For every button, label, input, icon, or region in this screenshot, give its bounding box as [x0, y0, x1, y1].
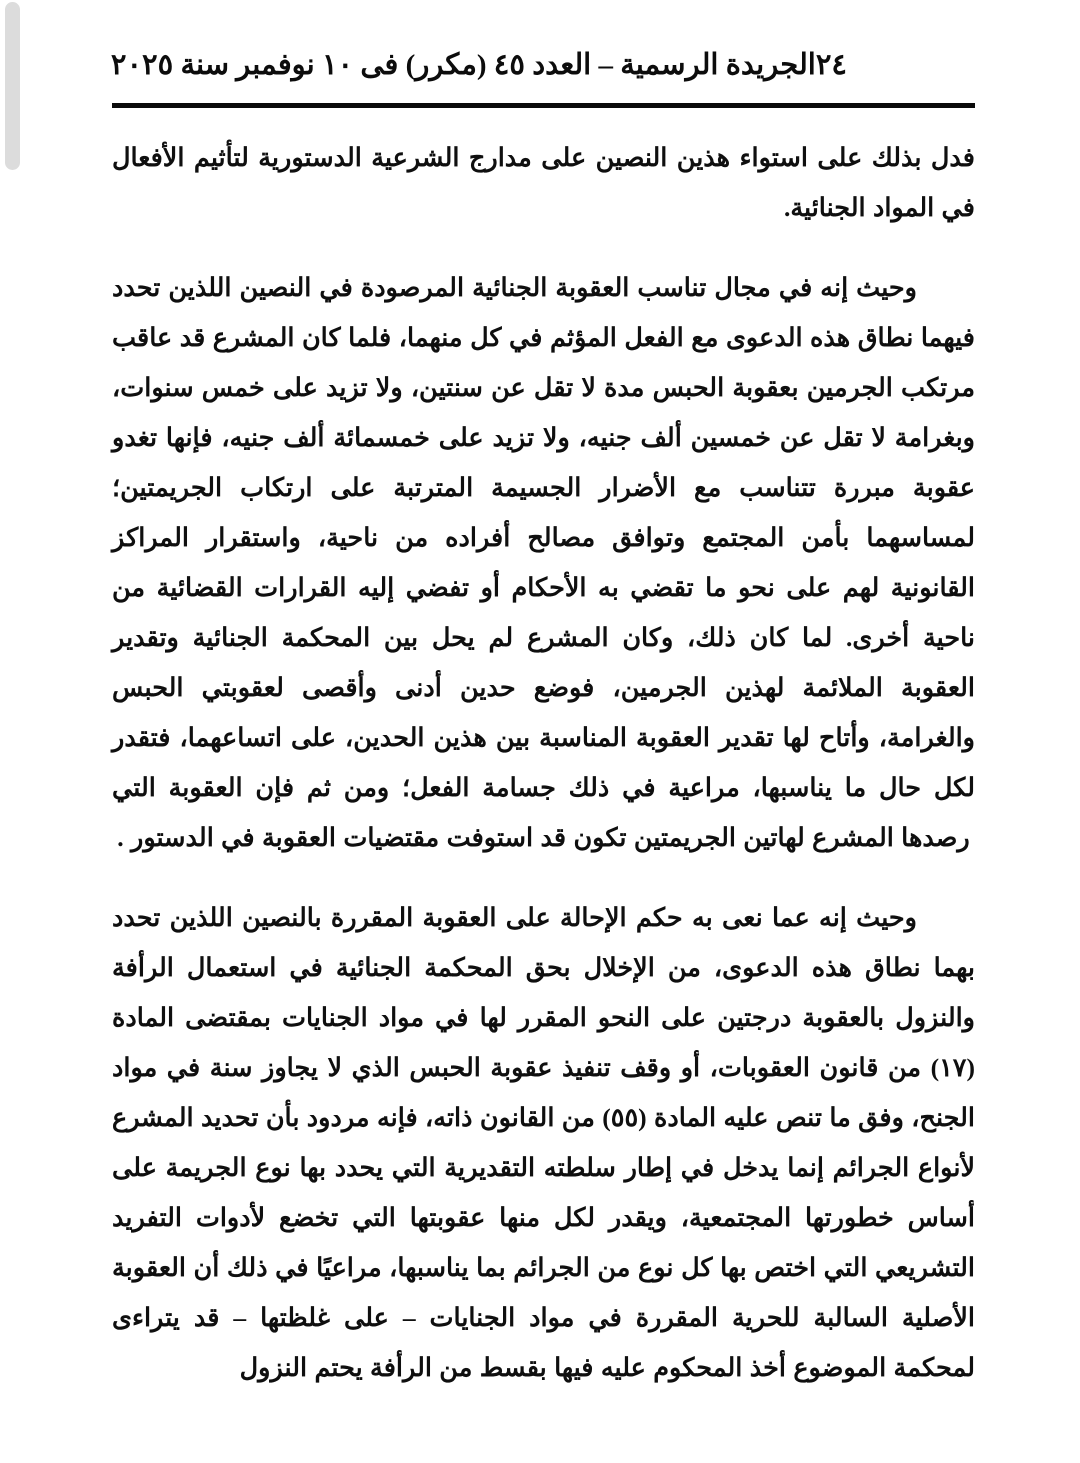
vertical-scrollbar[interactable]: [0, 0, 24, 1463]
paragraph-1: فدل بذلك على استواء هذين النصين على مدارج الشرعية الدستورية لتأثيم الأفعال في المواد الجنائية.: [112, 143, 975, 222]
header-divider: [112, 103, 975, 108]
page-header: [112, 38, 975, 90]
gazette-header-title: الجريدة الرسمية – العدد ٤٥ (مكرر) فى ١٠ نوفمبر سنة ٢٠٢٥: [110, 48, 816, 81]
paragraph-3: وحيث إنه عما نعى به حكم الإحالة على العقوبة المقررة بالنصين اللذين تحدد بهما نطاق هذه الدعوى، من الإخلال بحق المحكمة الجنائية في استعمال الرأفة والنزول بالعقوبة درجتين على النحو المقرر لها في مواد الجنايات بمقتضى المادة (١٧) من قانون العقوبات، أو وقف تنفيذ عقوبة الحبس الذي لا يجاوز سنة في مواد الجنح، وفق ما تنص عليه المادة (٥٥) من القانون ذاته، فإنه مردود بأن تحديد المشرع لأنواع الجرائم إنما يدخل في إطار سلطته التقديرية التي يحدد بها نوع الجريمة على أساس خطورتها المجتمعية، ويقدر لكل منها عقوبتها التي تخضع لأدوات التفريد التشريعي التي اختص بها كل نوع من الجرائم بما يناسبها، مراعيًا في ذلك أن العقوبة الأصلية السالبة للحرية المقررة في مواد الجنايات – على غلظتها – قد يتراءى لمحكمة الموضوع أخذ المحكوم عليه فيها بقسط من الرأفة يحتم النزول: [112, 903, 976, 1382]
page-number: ٢٤: [815, 48, 847, 81]
scrollbar-thumb[interactable]: [5, 2, 20, 170]
document-body: [112, 133, 975, 1393]
paragraph-2: وحيث إنه في مجال تناسب العقوبة الجنائية المرصودة في النصين اللذين تحدد فيهما نطاق هذه الدعوى مع الفعل المؤثم في كل منهما، فلما كان المشرع قد عاقب مرتكب الجرمين بعقوبة الحبس مدة لا تقل عن سنتين، ولا تزيد على خمس سنوات، وبغرامة لا تقل عن خمسين ألف جنيه، ولا تزيد على خمسمائة ألف جنيه، فإنها تغدو عقوبة مبررة تتناسب مع الأضرار الجسيمة المترتبة على ارتكاب الجريمتين؛ لمساسهما بأمن المجتمع وتوافق مصالح أفراده من ناحية، واستقرار المراكز القانونية لهم على نحو ما تقضي به الأحكام أو تفضي إليه القرارات القضائية من ناحية أخرى. لما كان ذلك، وكان المشرع لم يحل بين المحكمة الجنائية وتقدير العقوبة الملائمة لهذين الجرمين، فوضع حدين أدنى وأقصى لعقوبتي الحبس والغرامة، وأتاح لها تقدير العقوبة المناسبة بين هذين الحدين، على اتساعهما، فتقدر لكل حال ما يناسبها، مراعية في ذلك جسامة الفعل؛ ومن ثم فإن العقوبة التي رصدها المشرع لهاتين الجريمتين تكون قد استوفت مقتضيات العقوبة في الدستور .: [112, 273, 975, 852]
